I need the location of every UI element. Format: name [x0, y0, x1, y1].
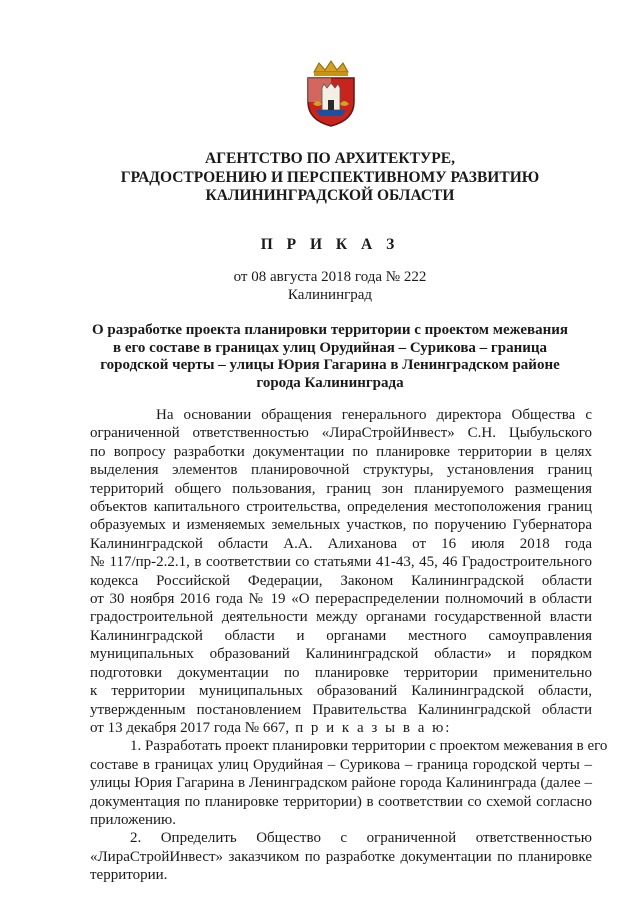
agency-line: ГРАДОСТРОЕНИЮ И ПЕРСПЕКТИВНОМУ РАЗВИТИЮ: [120, 168, 540, 186]
order-city: Калининград: [287, 287, 373, 303]
item1-line: составе в границах улиц Орудийная – Сурикова – граница городской черты –: [90, 756, 592, 773]
preamble-line: кодекса Российской Федерации, Законом Калининградской области: [90, 572, 592, 589]
agency-line: АГЕНТСТВО ПО АРХИТЕКТУРЕ,: [205, 150, 455, 167]
order-subject: [80, 322, 580, 392]
order-word: п р и к а з ы в а ю:: [295, 719, 452, 736]
preamble-line: муниципальных образований Калининградской области» и порядком: [90, 646, 592, 663]
order-title: П Р И К А З: [260, 236, 400, 253]
coat-of-arms-icon: [302, 58, 360, 128]
subject-line: в его составе в границах улиц Орудийная – Сурикова – граница: [112, 339, 548, 356]
preamble-line: Калининградской области А.А. Алиханова от 16 июля 2018 года: [90, 535, 592, 552]
preamble-line: градостроительной деятельности между органами государственной власти: [90, 609, 592, 626]
order-meta: [60, 268, 600, 304]
preamble-line: № 117/пр-2.2.1, в соответствии со статьями 41-43, 45, 46 Градостроительного: [90, 554, 592, 571]
preamble-line: утвержденным постановлением Правительства Калининградской области: [90, 701, 592, 718]
preamble-last: от 13 декабря 2017 года № 667,: [90, 719, 290, 736]
item1-line: улицы Юрия Гагарина в Ленинградском районе города Калининграда (далее –: [90, 775, 592, 792]
agency-line: КАЛИНИНГРАДСКОЙ ОБЛАСТИ: [205, 187, 455, 204]
preamble-line: ограниченной ответственностью «ЛираСтройИнвест» С.Н. Цыбульского: [90, 425, 592, 442]
preamble-line: Калининградской области и органами местного самоуправления: [90, 627, 592, 644]
item1-line: приложению.: [90, 811, 177, 828]
agency-name: [60, 150, 600, 206]
preamble-line: объектов капитального строительства, определения местоположения границ: [90, 499, 592, 516]
preamble-line: образуемых и изменяемых земельных участков, по поручению Губернатора: [90, 517, 592, 534]
document-body: [90, 406, 608, 885]
preamble-line: подготовки документации по планировке территории применительно: [90, 664, 592, 681]
item2-line: «ЛираСтройИнвест» заказчиком по разработке документации по планировке: [90, 848, 592, 865]
subject-line: городской черты – улицы Юрия Гагарина в Ленинградском районе: [100, 357, 560, 373]
subject-line: О разработке проекта планировки территории с проектом межевания: [92, 322, 568, 338]
preamble-line: к территории муниципальных образований Калининградской области,: [90, 683, 592, 700]
order-date-number: от 08 августа 2018 года № 222: [233, 269, 427, 285]
preamble-line: по вопросу разработки документации по планировке территории в целях: [90, 443, 592, 460]
preamble-line: от 30 ноября 2016 года № 19 «О перераспределении полномочий в области: [90, 591, 592, 608]
preamble-line: территорий общего пользования, границ зон планируемого размещения: [90, 480, 592, 497]
preamble-line: выделения элементов планировочной структуры, установления границ: [90, 462, 592, 479]
subject-line: города Калининграда: [256, 374, 404, 391]
preamble-line: На основании обращения генерального директора Общества с: [156, 407, 592, 423]
item1-line: 1. Разработать проект планировки территории с проектом межевания в его: [130, 738, 608, 755]
item2-line: 2. Определить Общество с ограниченной ответственностью: [130, 830, 592, 847]
item2-line: территории.: [90, 867, 168, 884]
item1-line: документация по планировке территории) в соответствии со схемой согласно: [90, 793, 592, 810]
preamble-last-line: [90, 719, 592, 737]
